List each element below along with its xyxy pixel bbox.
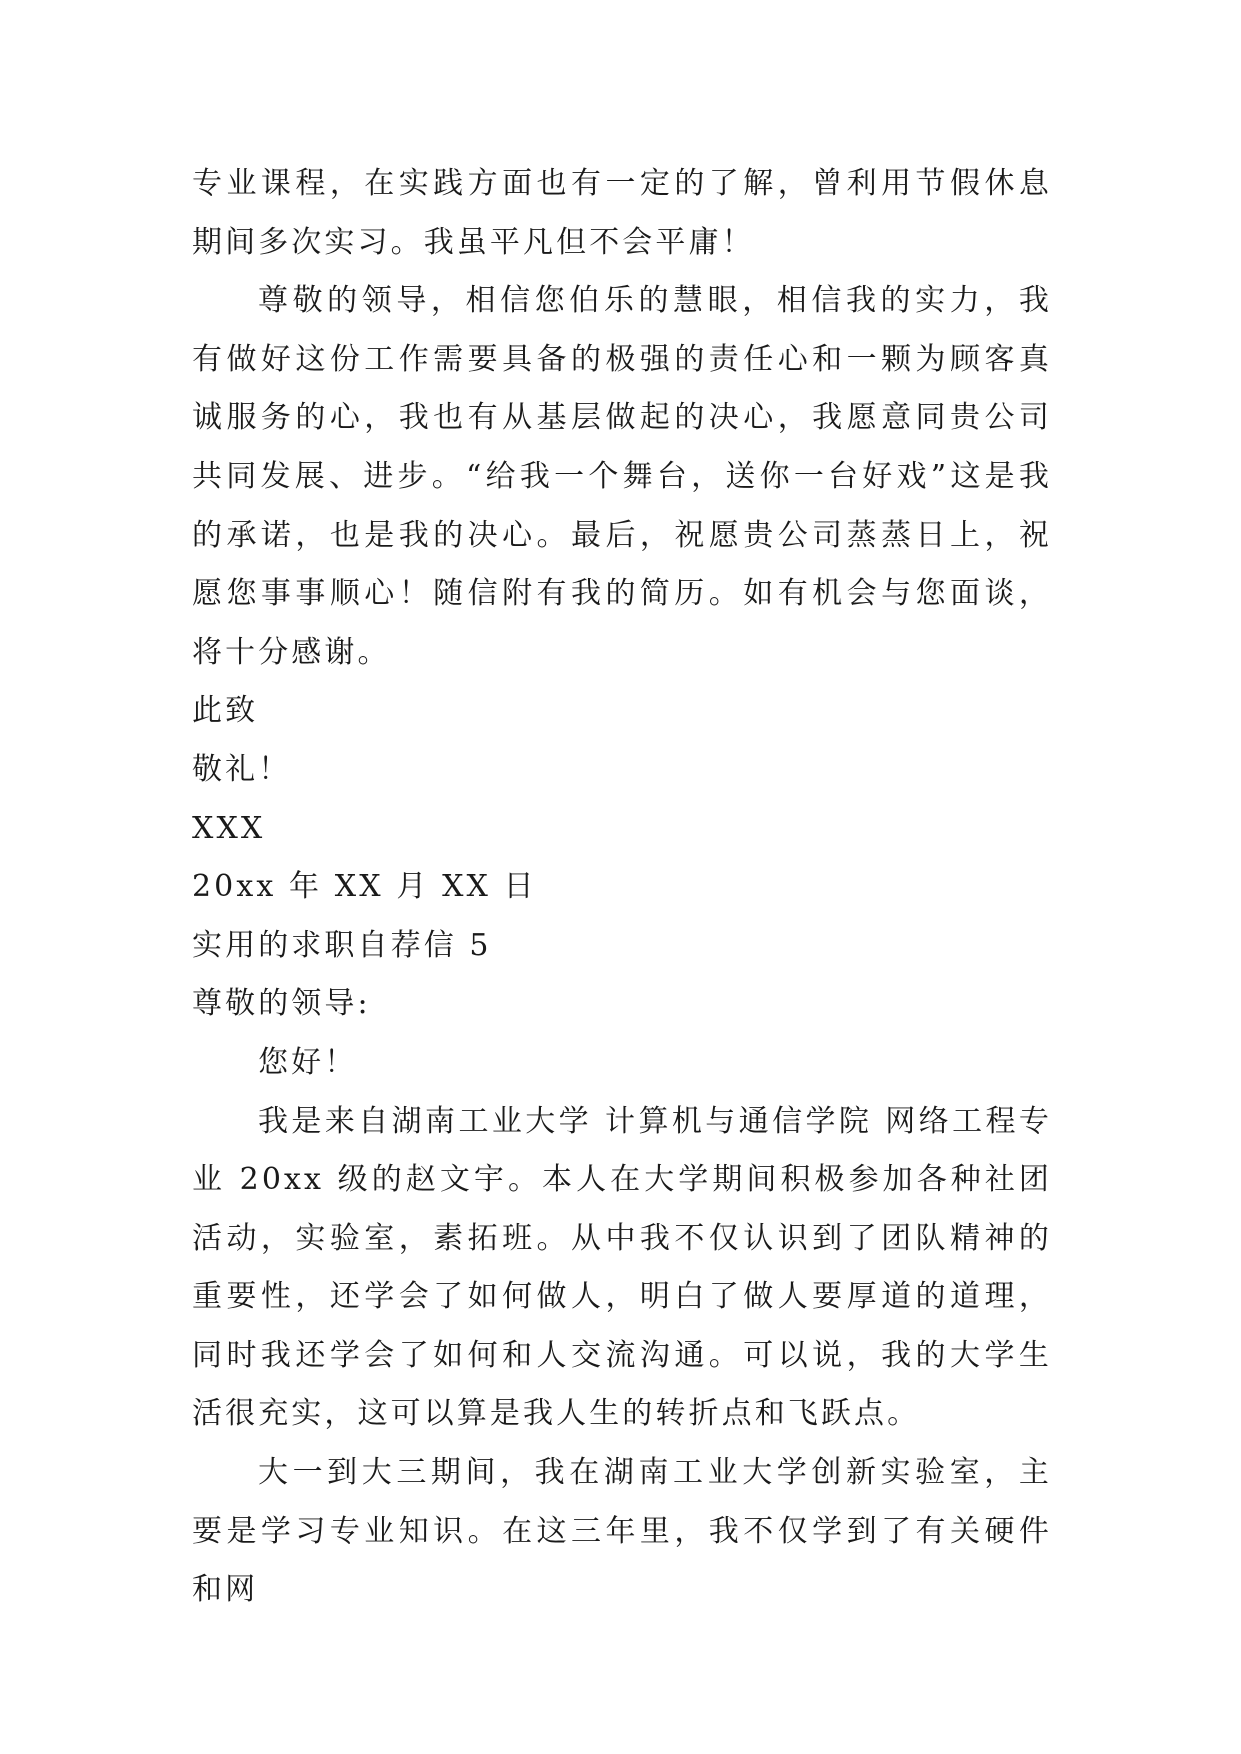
paragraph-introduction: 我是来自湖南工业大学 计算机与通信学院 网络工程专业 20xx 级的赵文宇。本人在大学期间积极参加各种社团活动，实验室，素拓班。从中我不仅认识到了团队精神的重要性，还学会了如何做人，明白了做人要厚道的道理，同时我还学会了如何和人交流沟通。可以说，我的大学生活很充实，这可以算是我人生的转折点和飞跃点。 <box>192 1103 1052 1432</box>
date-line: 20xx 年 XX 月 XX 日 <box>192 869 537 905</box>
letter-body <box>192 155 1052 1620</box>
paragraph-continued: 专业课程，在实践方面也有一定的了解，曾利用节假休息期间多次实习。我虽平凡但不会平庸！ <box>192 166 1052 260</box>
greeting-line: 尊敬的领导: <box>192 986 371 1022</box>
paragraph-experience: 大一到大三期间，我在湖南工业大学创新实验室，主要是学习专业知识。在这三年里，我不仅学到了有关硬件和网 <box>192 1455 1052 1608</box>
signature-line: XXX <box>192 810 266 846</box>
letter-title: 实用的求职自荐信 5 <box>192 927 492 963</box>
salutation-line: 敬礼！ <box>192 751 292 787</box>
paragraph-confidence: 尊敬的领导，相信您伯乐的慧眼，相信我的实力，我有做好这份工作需要具备的极强的责任心和一颗为顾客真诚服务的心，我也有从基层做起的决心，我愿意同贵公司共同发展、进步。“给我一个舞台，送你一台好戏”这是我的承诺，也是我的决心。最后，祝愿贵公司蒸蒸日上，祝愿您事事顺心！随信附有我的简历。如有机会与您面谈，将十分感谢。 <box>192 283 1052 670</box>
closing-line: 此致 <box>192 693 259 729</box>
hello-line: 您好！ <box>258 1044 358 1080</box>
